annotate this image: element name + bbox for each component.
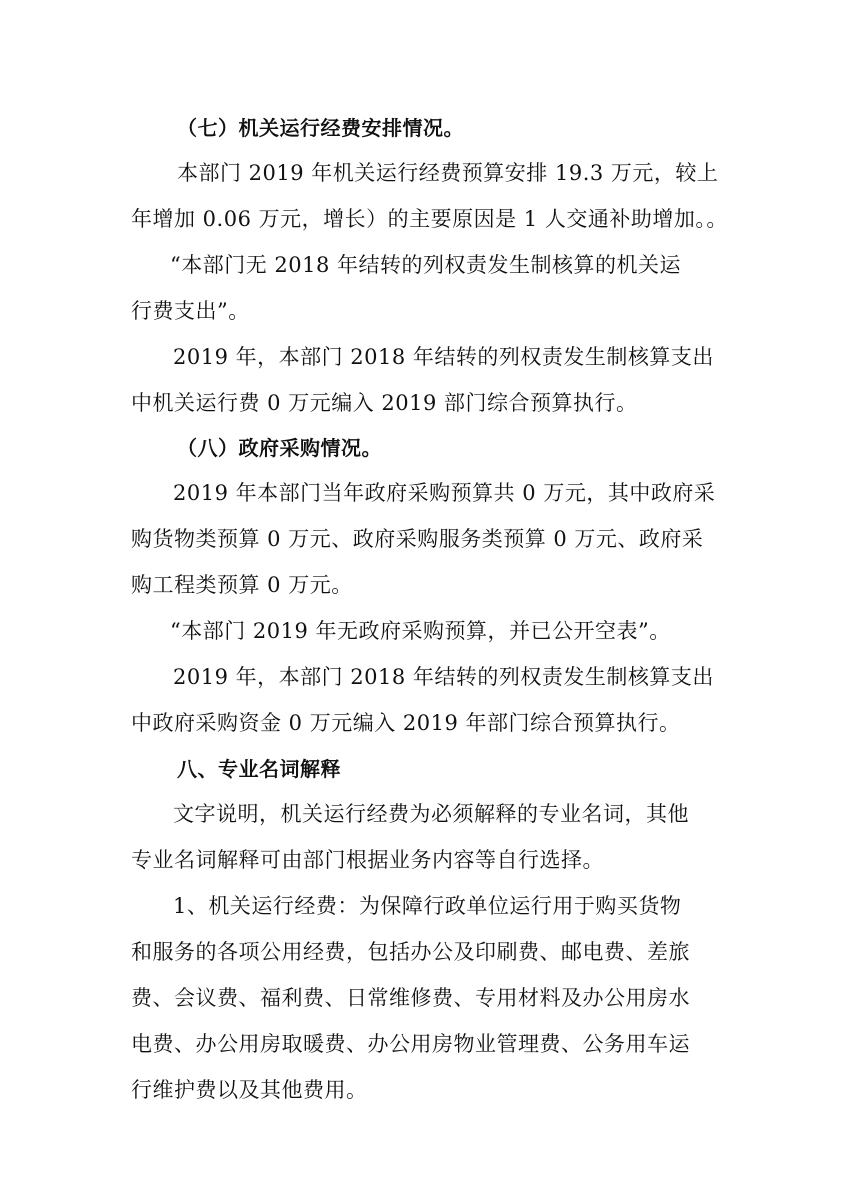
- paragraph-line: “本部门 2019 年无政府采购预算，并已公开空表”。: [170, 619, 671, 643]
- paragraph-line: 2019 年本部门当年政府采购预算共 0 万元，其中政府采: [173, 481, 716, 505]
- paragraph-line: 本部门 2019 年机关运行经费预算安排 19.3 万元，较上: [177, 161, 719, 185]
- chapter-heading-terminology: 八、专业名词解释: [177, 757, 341, 781]
- paragraph-line: 年增加 0.06 万元，增长）的主要原因是 1 人交通补助增加。。: [131, 207, 728, 231]
- paragraph-line: 费、会议费、福利费、日常维修费、专用材料及办公用房水: [131, 986, 690, 1010]
- paragraph-line: 2019 年，本部门 2018 年结转的列权责发生制核算支出: [173, 345, 714, 369]
- paragraph-line: 购货物类预算 0 万元、政府采购服务类预算 0 万元、政府采: [131, 527, 704, 551]
- paragraph-line: 2019 年，本部门 2018 年结转的列权责发生制核算支出: [173, 665, 714, 689]
- paragraph-line: 和服务的各项公用经费，包括办公及印刷费、邮电费、差旅: [131, 940, 690, 964]
- paragraph-line: 电费、办公用房取暖费、办公用房物业管理费、公务用车运: [131, 1032, 690, 1056]
- paragraph-line: 行维护费以及其他费用。: [131, 1078, 368, 1102]
- paragraph-line: 行费支出”。: [131, 299, 250, 323]
- paragraph-line: “本部门无 2018 年结转的列权责发生制核算的机关运: [170, 253, 682, 277]
- paragraph-line: 专业名词解释可由部门根据业务内容等自行选择。: [131, 848, 604, 872]
- section-heading-government-procurement: （八）政府采购情况。: [177, 436, 382, 460]
- paragraph-line: 文字说明，机关运行经费为必须解释的专业名词，其他: [173, 802, 689, 826]
- section-heading-office-operation-expenses: （七）机关运行经费安排情况。: [177, 116, 464, 140]
- paragraph-line: 中政府采购资金 0 万元编入 2019 年部门综合预算执行。: [131, 711, 681, 735]
- paragraph-line: 1、机关运行经费：为保障行政单位运行用于购买货物: [173, 894, 682, 918]
- paragraph-line: 中机关运行费 0 万元编入 2019 部门综合预算执行。: [131, 391, 638, 415]
- paragraph-line: 购工程类预算 0 万元。: [131, 573, 353, 597]
